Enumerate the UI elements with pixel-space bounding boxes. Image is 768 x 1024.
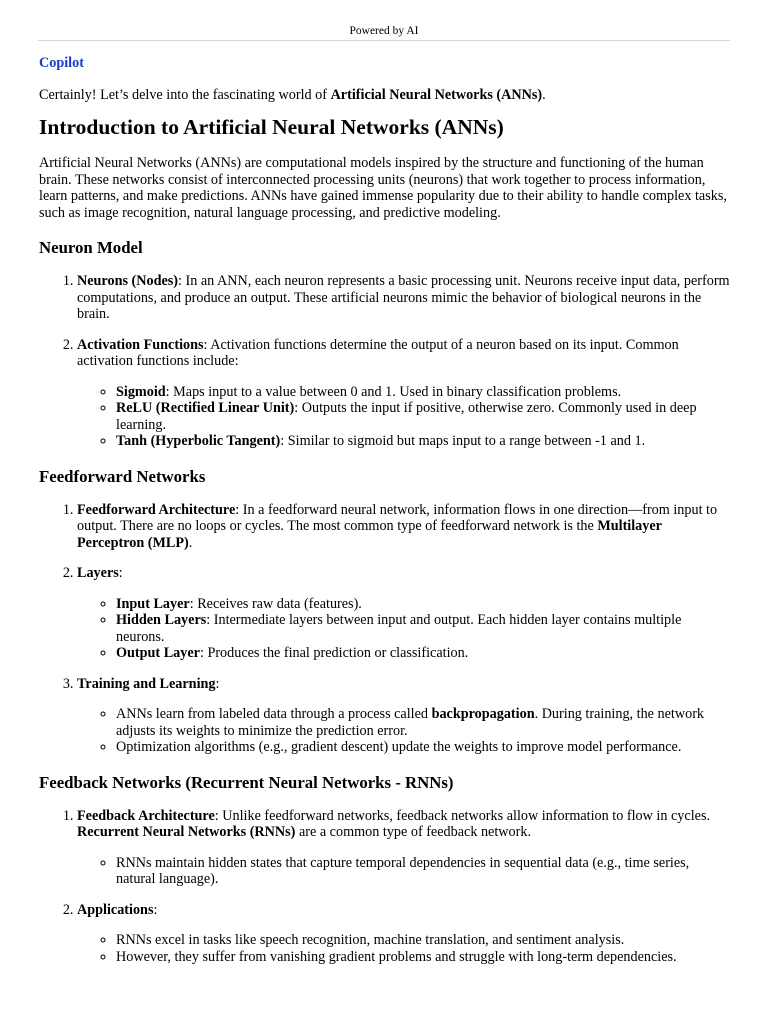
page-title: Introduction to Artificial Neural Networks (ANNs) (39, 115, 504, 139)
rnn-details-list (77, 855, 730, 888)
neuron-model-list (39, 273, 730, 450)
layers-list (77, 596, 730, 662)
training-list (77, 706, 730, 756)
overview-paragraph: Artificial Neural Networks (ANNs) are computational models inspired by the structure and functioning of the human brain. These networks consist of interconnected processing units (neurons) that work together to process information, learn patterns, and make predictions. ANNs have gained immense popularity due to their ability to handle complex tasks, such as image recognition, natural language processing, and predictive modeling. (39, 155, 727, 221)
applications-list (77, 932, 730, 965)
feedforward-list (39, 502, 730, 756)
list-item: 2. Applications: ◦ RNNs excel in tasks like speech recognition, machine translation, and sentiment analysis. ◦ However, they suffer from vanishing gradient problems and struggle with long-term dependencies. (77, 902, 730, 966)
chat-message (0, 55, 768, 965)
list-item: 2. Layers: ◦ Input Layer: Receives raw data (features). ◦ Hidden Layers: Intermediate layers between input and output. Each hidden layer contains multiple neurons. ◦ Output Layer: Produces the final prediction or classification. (77, 565, 730, 662)
powered-by-banner (38, 0, 730, 41)
list-item: 2. Activation Functions: Activation functions determine the output of a neuron based on its input. Common activation functions include: ◦ Sigmoid: Maps input to a value between 0 and 1. Used in binary classification problems. ◦ ReLU (Rectified Linear Unit): Outputs the input if positive, otherwise zero. Commonly used in deep learning. ◦ Tanh (Hyperbolic Tangent): Similar to sigmoid but maps input to a range between -1 and 1. (77, 337, 730, 450)
intro-text: Certainly! Let’s delve into the fascinating world of (39, 86, 331, 103)
feedback-list (39, 808, 730, 966)
list-item: ◦ RNNs maintain hidden states that capture temporal dependencies in sequential data (e.g., time series, natural language). (116, 855, 730, 888)
list-item: ◦ ReLU (Rectified Linear Unit): Outputs the input if positive, otherwise zero. Commonly used in deep learning. (116, 400, 730, 433)
intro-end: . (542, 86, 546, 103)
list-item: 1. Feedback Architecture: Unlike feedforward networks, feedback networks allow information to flow in cycles. Recurrent Neural Networks (RNNs) are a common type of feedback network. ◦ RNNs maintain hidden states that capture temporal dependencies in sequential data (e.g., time series, natural language). (77, 808, 730, 888)
list-item: ◦ Input Layer: Receives raw data (features). (116, 596, 730, 613)
list-item: ◦ Output Layer: Produces the final prediction or classification. (116, 645, 730, 662)
feedforward-heading: Feedforward Networks (39, 466, 206, 486)
list-item: ◦ Hidden Layers: Intermediate layers between input and output. Each hidden layer contains multiple neurons. (116, 612, 730, 645)
neuron-model-heading: Neuron Model (39, 238, 143, 257)
list-item: ◦ However, they suffer from vanishing gradient problems and struggle with long-term dependencies. (116, 949, 730, 966)
activation-functions-list (77, 384, 730, 450)
list-item: ◦ ANNs learn from labeled data through a process called backpropagation. During training, the network adjusts its weights to minimize the prediction error. (116, 706, 730, 739)
feedback-heading: Feedback Networks (Recurrent Neural Networks - RNNs) (39, 772, 454, 792)
list-item: ◦ Optimization algorithms (e.g., gradient descent) update the weights to improve model performance. (116, 739, 730, 756)
list-item: ◦ Sigmoid: Maps input to a value between 0 and 1. Used in binary classification problems. (116, 384, 730, 401)
assistant-name: Copilot (39, 55, 84, 71)
list-item: 3. Training and Learning: ◦ ANNs learn from labeled data through a process called backpropagation. During training, the network adjusts its weights to minimize the prediction error. ◦ Optimization algorithms (e.g., gradient descent) update the weights to improve model performance. (77, 676, 730, 756)
intro-paragraph (39, 87, 730, 104)
powered-by-text: Powered by AI (349, 25, 419, 37)
intro-bold: Artificial Neural Networks (ANNs) (330, 86, 543, 103)
list-item: 1. Neurons (Nodes): In an ANN, each neuron represents a basic processing unit. Neurons receive input data, perform computations, and produce an output. These artificial neurons mimic the behavior of biological neurons in the brain. (77, 273, 730, 323)
list-item: ◦ Tanh (Hyperbolic Tangent): Similar to sigmoid but maps input to a range between -1 and 1. (116, 433, 730, 450)
list-item: 1. Feedforward Architecture: In a feedforward neural network, information flows in one direction—from input to output. There are no loops or cycles. The most common type of feedforward network is the Multilayer Perceptron (MLP). (77, 502, 730, 552)
list-item: ◦ RNNs excel in tasks like speech recognition, machine translation, and sentiment analysis. (116, 932, 730, 949)
